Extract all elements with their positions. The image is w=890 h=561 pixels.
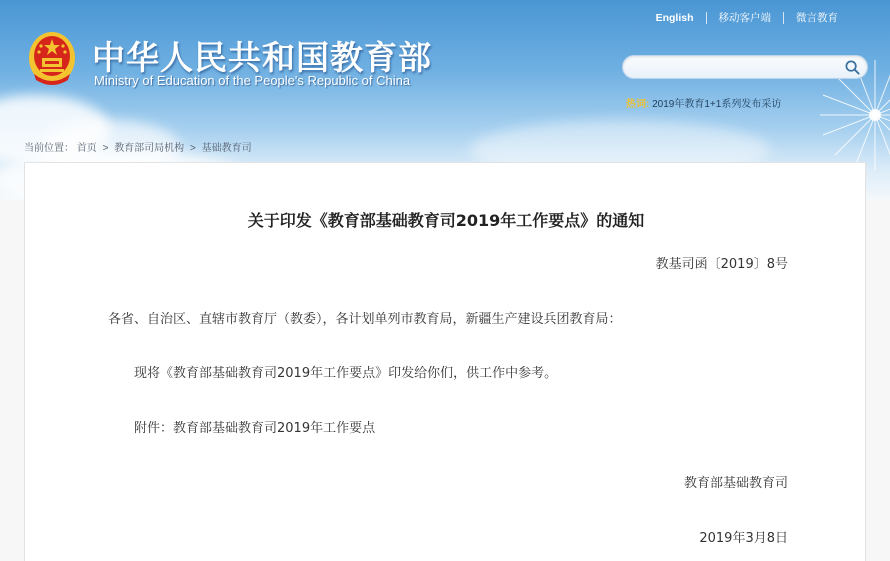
document-body: 现将《教育部基础教育司2019年工作要点》印发给你们，供工作中参考。 xyxy=(134,366,558,381)
document-attachment[interactable]: 附件：教育部基础教育司2019年工作要点 xyxy=(134,421,376,436)
national-emblem-icon xyxy=(28,30,76,88)
weiyan-education-link[interactable]: 微言教育 xyxy=(796,12,838,24)
search-box xyxy=(622,55,868,79)
breadcrumb-separator: > xyxy=(189,143,196,154)
breadcrumb-home[interactable]: 首页 xyxy=(76,143,97,154)
site-title[interactable]: 中华人民共和国教育部 xyxy=(92,38,432,77)
hot-words xyxy=(626,95,781,110)
document-number: 教基司函〔2019〕8号 xyxy=(655,257,788,272)
site-subtitle: Ministry of Education of the People's Republic of China xyxy=(94,73,411,88)
breadcrumb-separator: > xyxy=(102,143,109,154)
breadcrumb xyxy=(24,139,252,154)
top-links xyxy=(644,10,850,25)
mobile-client-link[interactable]: 移动客户端 xyxy=(718,12,771,24)
hot-words-label: 热词: xyxy=(626,99,650,110)
breadcrumb-basic-education[interactable]: 基础教育司 xyxy=(201,143,252,154)
hot-words-link[interactable]: 2019年教育1+1系列发布采访 xyxy=(652,99,782,110)
document-salutation: 各省、自治区、直辖市教育厅（教委），各计划单列市教育局，新疆生产建设兵团教育局： xyxy=(108,312,622,327)
breadcrumb-departments[interactable]: 教育部司局机构 xyxy=(114,143,185,154)
document-container xyxy=(24,162,866,561)
breadcrumb-prefix: 当前位置： xyxy=(24,143,74,154)
document-title: 关于印发《教育部基础教育司2019年工作要点》的通知 xyxy=(247,211,645,230)
document-date: 2019年3月8日 xyxy=(699,531,788,546)
search-icon[interactable] xyxy=(844,59,861,76)
english-link[interactable]: English xyxy=(655,11,694,24)
document-signer: 教育部基础教育司 xyxy=(683,476,788,491)
search-input[interactable] xyxy=(633,59,838,75)
